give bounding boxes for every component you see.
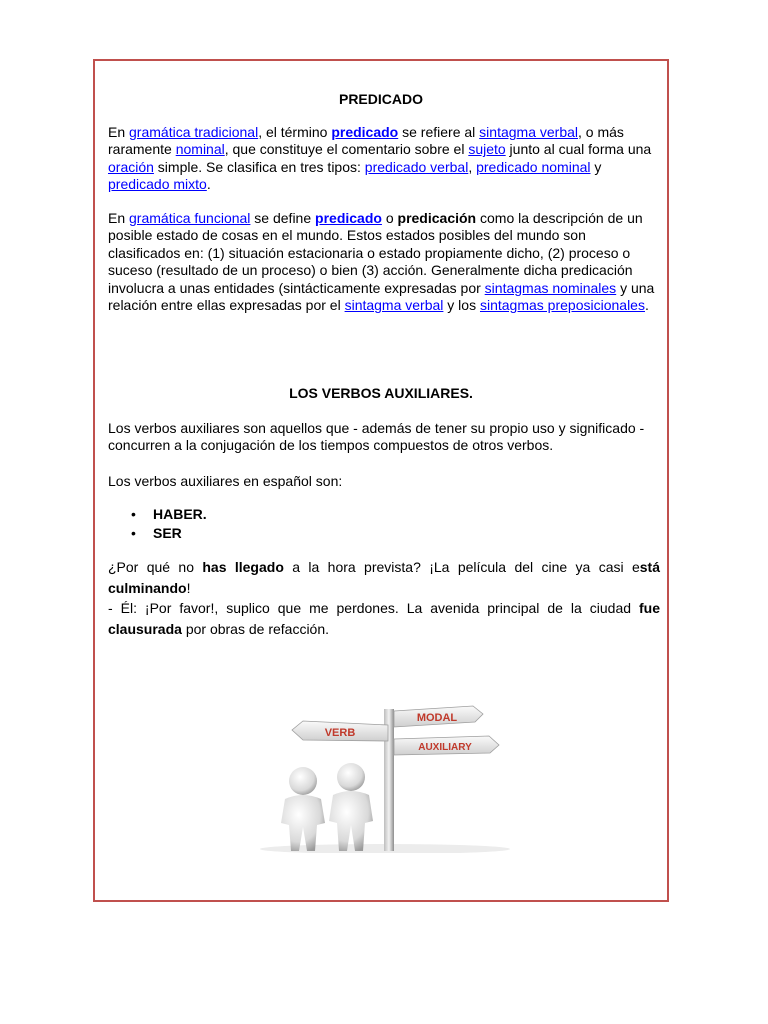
signpost-graphic — [245, 703, 515, 853]
text: a la hora prevista? ¡La película del cine ya casi e — [283, 559, 640, 575]
link-sujeto[interactable]: sujeto — [468, 141, 506, 158]
text: , — [468, 158, 477, 175]
link-sintagma-verbal[interactable]: sintagma verbal — [479, 124, 578, 140]
signpost-illustration — [245, 703, 515, 853]
bold-esta-culminando: stá culminando — [108, 559, 660, 596]
link-gramatica-tradicional[interactable]: gramática tradicional — [129, 124, 259, 140]
text: y — [590, 158, 602, 175]
text: - Él: ¡Por favor!, suplico que me perdones. La avenida principal de la ciudad — [108, 600, 639, 616]
paragraph-predicado-funcional — [108, 210, 660, 314]
auxiliary-sign-text: AUXILIARY — [418, 742, 472, 753]
link-oracion[interactable]: oración — [108, 158, 154, 175]
page-frame — [93, 59, 669, 902]
paragraph-verbos-espanol: Los verbos auxiliares en español son: — [108, 473, 343, 489]
text: junto al cual forma una — [505, 141, 652, 158]
link-sintagma-verbal-2[interactable]: sintagma verbal — [344, 297, 444, 314]
link-predicado-mixto[interactable]: predicado mixto — [108, 176, 207, 193]
modal-sign-text: MODAL — [416, 712, 458, 724]
figure-left — [281, 767, 325, 851]
paragraph-verbos-auxiliares: Los verbos auxiliares son aquellos que - además de tener su propio uso y significado - concurren a la conjugación de los tiempos compuestos de otros verbos. — [108, 420, 645, 454]
link-gramatica-funcional[interactable]: gramática funcional — [129, 210, 251, 226]
text: ! — [186, 579, 191, 596]
link-nominal[interactable]: nominal — [175, 141, 225, 158]
text: , o más raramente — [108, 124, 624, 158]
text: . — [206, 176, 211, 193]
text: , que constituye el comentario sobre el — [224, 141, 469, 158]
text: se refiere al — [398, 124, 480, 140]
example-sentence-1 — [108, 557, 660, 598]
link-predicado-nominal[interactable]: predicado nominal — [476, 158, 591, 175]
figure-right — [329, 763, 373, 851]
link-sintagmas-preposicionales[interactable]: sintagmas preposicionales — [479, 297, 645, 314]
text: y los — [443, 297, 480, 314]
text: por obras de refacción. — [181, 620, 330, 637]
text: como la descripción de un posible estado de cosas en el mundo. Estos estados posibles del mundo son clasificados en: (1) situación estacionaria o estado propiamente dicho, (2) proceso o suceso (resultado de un proceso) o bien (3) acción. Generalmente dicha predicación involucra a unas entidades (sintácticamente expresadas por — [108, 210, 643, 296]
link-predicado-verbal[interactable]: predicado verbal — [364, 158, 469, 175]
paragraph-predicado-tradicional — [108, 124, 660, 194]
bold-predicacion: predicación — [397, 210, 477, 226]
list-item-ser: • SER — [108, 524, 207, 543]
link-sintagmas-nominales[interactable]: sintagmas nominales — [484, 279, 617, 296]
title-predicado: PREDICADO — [338, 91, 423, 107]
title-verbos-auxiliares: LOS VERBOS AUXILIARES. — [289, 385, 473, 401]
text: ¿Por qué no — [108, 559, 203, 575]
link-predicado-bold[interactable]: predicado — [315, 210, 382, 226]
bold-fue-clausurada: fue clausurada — [108, 600, 660, 637]
text: se define — [250, 210, 316, 226]
list-item-haber: • HABER. — [108, 505, 207, 524]
verb-sign-text: VERB — [324, 727, 356, 739]
example-sentence-2 — [108, 598, 660, 639]
text: , el término — [258, 124, 332, 140]
text: o — [381, 210, 398, 226]
bold-has-llegado: has llegado — [202, 559, 284, 575]
text: En — [108, 124, 130, 140]
text: En — [108, 210, 130, 226]
text: simple. Se clasifica en tres tipos: — [153, 158, 365, 175]
link-predicado[interactable]: predicado — [331, 124, 399, 140]
auxiliary-verb-list — [108, 505, 207, 543]
text: . — [644, 297, 649, 314]
text: y una relación entre ellas expresadas por el — [108, 279, 655, 314]
